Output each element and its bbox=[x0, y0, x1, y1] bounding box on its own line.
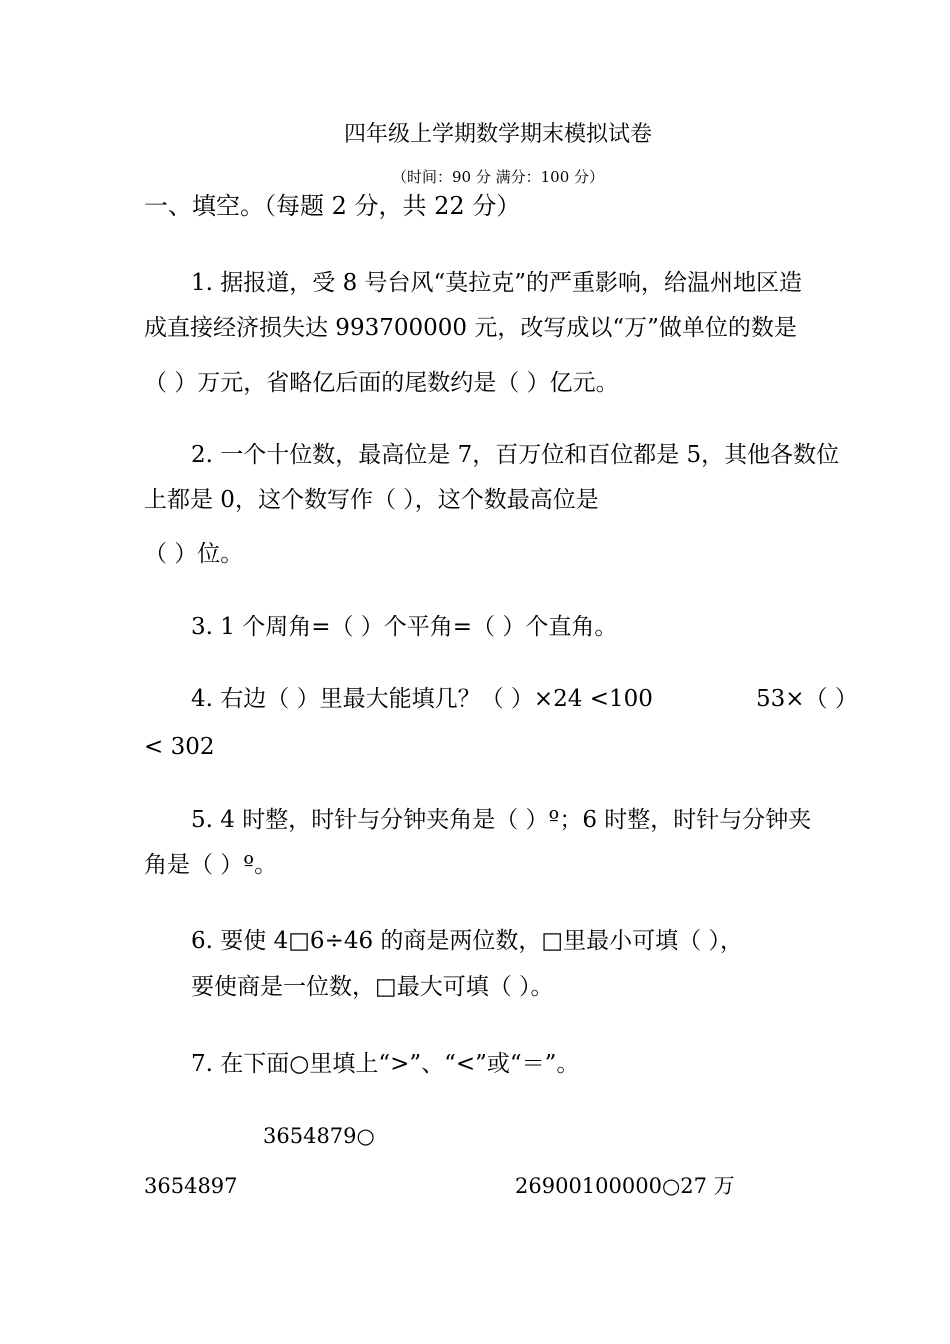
exam-info: （时间：90 分 满分：100 分） bbox=[391, 168, 605, 186]
question-4-line-2: < 302 bbox=[144, 734, 215, 760]
question-2-line-1: 2. 一个十位数，最高位是 7，百万位和百位都是 5，其他各数位 bbox=[191, 442, 840, 468]
comparison-1-left: 3654879○ bbox=[263, 1124, 375, 1148]
question-3-line-1: 3. 1 个周角=（ ）个平角=（ ）个直角。 bbox=[191, 614, 618, 640]
question-5-line-2: 角是（ ）º。 bbox=[144, 852, 278, 878]
question-4-line-1-right: 53×（ ） bbox=[756, 686, 858, 712]
page-title: 四年级上学期数学期末模拟试卷 bbox=[343, 122, 652, 147]
question-1-line-1: 1. 据报道，受 8 号台风“莫拉克”的严重影响，给温州地区造 bbox=[191, 270, 803, 296]
question-2-line-3: （ ）位。 bbox=[144, 541, 244, 567]
comparison-2: 26900100000○27 万 bbox=[515, 1174, 735, 1198]
question-5-line-1: 5. 4 时整，时针与分钟夹角是（ ）º；6 时整，时针与分钟夹 bbox=[191, 807, 812, 833]
comparison-1-right: 3654897 bbox=[144, 1174, 238, 1198]
question-2-line-2: 上都是 0，这个数写作（ ），这个数最高位是 bbox=[144, 487, 599, 513]
question-6-line-2: 要使商是一位数，□最大可填（ ）。 bbox=[191, 974, 554, 1000]
question-1-line-3: （ ）万元，省略亿后面的尾数约是（ ）亿元。 bbox=[144, 370, 619, 396]
section-heading: 一、填空。（每题 2 分，共 22 分） bbox=[144, 192, 521, 220]
question-7-instruction: 7. 在下面○里填上“>”、“<”或“＝”。 bbox=[191, 1051, 580, 1077]
question-6-line-1: 6. 要使 4□6÷46 的商是两位数，□里最小可填（ ）， bbox=[191, 928, 743, 954]
question-4-line-1: 4. 右边（ ）里最大能填几？（ ）×24 <100 bbox=[191, 686, 653, 712]
question-1-line-2: 成直接经济损失达 993700000 元，改写成以“万”做单位的数是 bbox=[144, 315, 797, 341]
